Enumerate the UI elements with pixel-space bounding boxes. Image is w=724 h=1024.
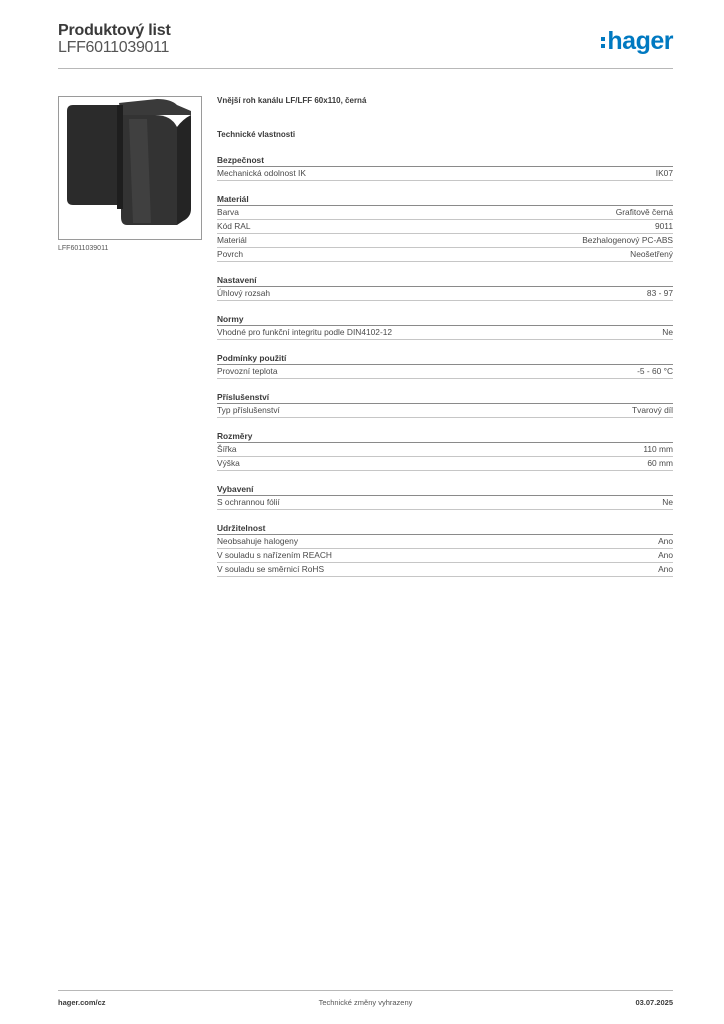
row-value: 60 mm — [647, 458, 673, 468]
table-row — [217, 167, 673, 181]
section-title: Příslušenství — [217, 392, 673, 404]
table-row — [217, 248, 673, 262]
footer-date: 03.07.2025 — [635, 998, 673, 1007]
row-label: V souladu se směrnicí RoHS — [217, 564, 325, 574]
row-label: Kód RAL — [217, 221, 251, 231]
table-row — [217, 496, 673, 510]
row-value: IK07 — [655, 168, 673, 178]
row-value: Tvarový díl — [632, 405, 673, 415]
row-label: Mechanická odolnost IK — [217, 168, 306, 178]
product-code: LFF6011039011 — [58, 39, 170, 56]
table-row — [217, 404, 673, 418]
row-value: Bezhalogenový PC-ABS — [582, 235, 673, 245]
table-row — [217, 457, 673, 471]
row-label: Povrch — [217, 249, 244, 259]
header-divider — [58, 68, 673, 69]
row-label: Vhodné pro funkční integritu podle DIN4102-12 — [217, 327, 393, 337]
table-row — [217, 206, 673, 220]
row-value: -5 - 60 °C — [637, 366, 673, 376]
section-equipment — [217, 484, 673, 510]
row-label: Neobsahuje halogeny — [217, 536, 299, 546]
table-row — [217, 287, 673, 301]
page-header — [58, 22, 673, 70]
table-row — [217, 365, 673, 379]
section-title: Bezpečnost — [217, 155, 673, 167]
row-value: Neošetřený — [630, 249, 673, 259]
section-title: Udržitelnost — [217, 523, 673, 535]
row-value: Ano — [658, 564, 673, 574]
section-sustainability — [217, 523, 673, 577]
product-image — [58, 96, 202, 240]
table-row — [217, 443, 673, 457]
row-label: Úhlový rozsah — [217, 288, 271, 298]
row-label: S ochrannou fólií — [217, 497, 280, 507]
table-row — [217, 220, 673, 234]
footer-website-link[interactable]: hager.com/cz — [58, 998, 106, 1007]
logo-text: hager — [607, 26, 673, 55]
row-label: Barva — [217, 207, 239, 217]
row-label: Materiál — [217, 235, 247, 245]
footer-note: Technické změny vyhrazeny — [318, 998, 413, 1007]
hager-logo — [601, 28, 673, 54]
technical-properties-heading: Technické vlastnosti — [217, 130, 296, 139]
section-title: Materiál — [217, 194, 673, 206]
row-value: 83 - 97 — [646, 288, 673, 298]
row-label: Provozní teplota — [217, 366, 278, 376]
section-dimensions — [217, 431, 673, 471]
footer-divider — [58, 990, 673, 991]
image-caption: LFF6011039011 — [58, 245, 109, 252]
corner-duct-illustration — [59, 97, 201, 239]
logo-colon-icon — [601, 37, 605, 48]
section-settings — [217, 275, 673, 301]
row-label: V souladu s nařízením REACH — [217, 550, 332, 560]
table-row — [217, 549, 673, 563]
row-label: Výška — [217, 458, 240, 468]
section-conditions — [217, 353, 673, 379]
row-value: Ne — [662, 327, 673, 337]
section-title: Vybavení — [217, 484, 673, 496]
section-standards — [217, 314, 673, 340]
row-value: Ano — [658, 550, 673, 560]
row-label: Šířka — [217, 444, 237, 454]
row-label: Typ příslušenství — [217, 405, 280, 415]
section-material — [217, 194, 673, 262]
table-row — [217, 535, 673, 549]
section-accessories — [217, 392, 673, 418]
document-title: Produktový list — [58, 22, 171, 39]
section-title: Nastavení — [217, 275, 673, 287]
section-title: Podmínky použití — [217, 353, 673, 365]
row-value: Ne — [662, 497, 673, 507]
product-name: Vnější roh kanálu LF/LFF 60x110, černá — [217, 96, 367, 105]
table-row — [217, 234, 673, 248]
section-title: Normy — [217, 314, 673, 326]
row-value: 9011 — [654, 221, 673, 231]
row-value: 110 mm — [643, 444, 673, 454]
section-title: Rozměry — [217, 431, 673, 443]
product-details — [217, 96, 673, 577]
table-row — [217, 326, 673, 340]
table-row — [217, 563, 673, 577]
page-footer — [58, 998, 673, 1010]
section-safety — [217, 155, 673, 181]
row-value: Ano — [658, 536, 673, 546]
row-value: Grafitově černá — [615, 207, 673, 217]
